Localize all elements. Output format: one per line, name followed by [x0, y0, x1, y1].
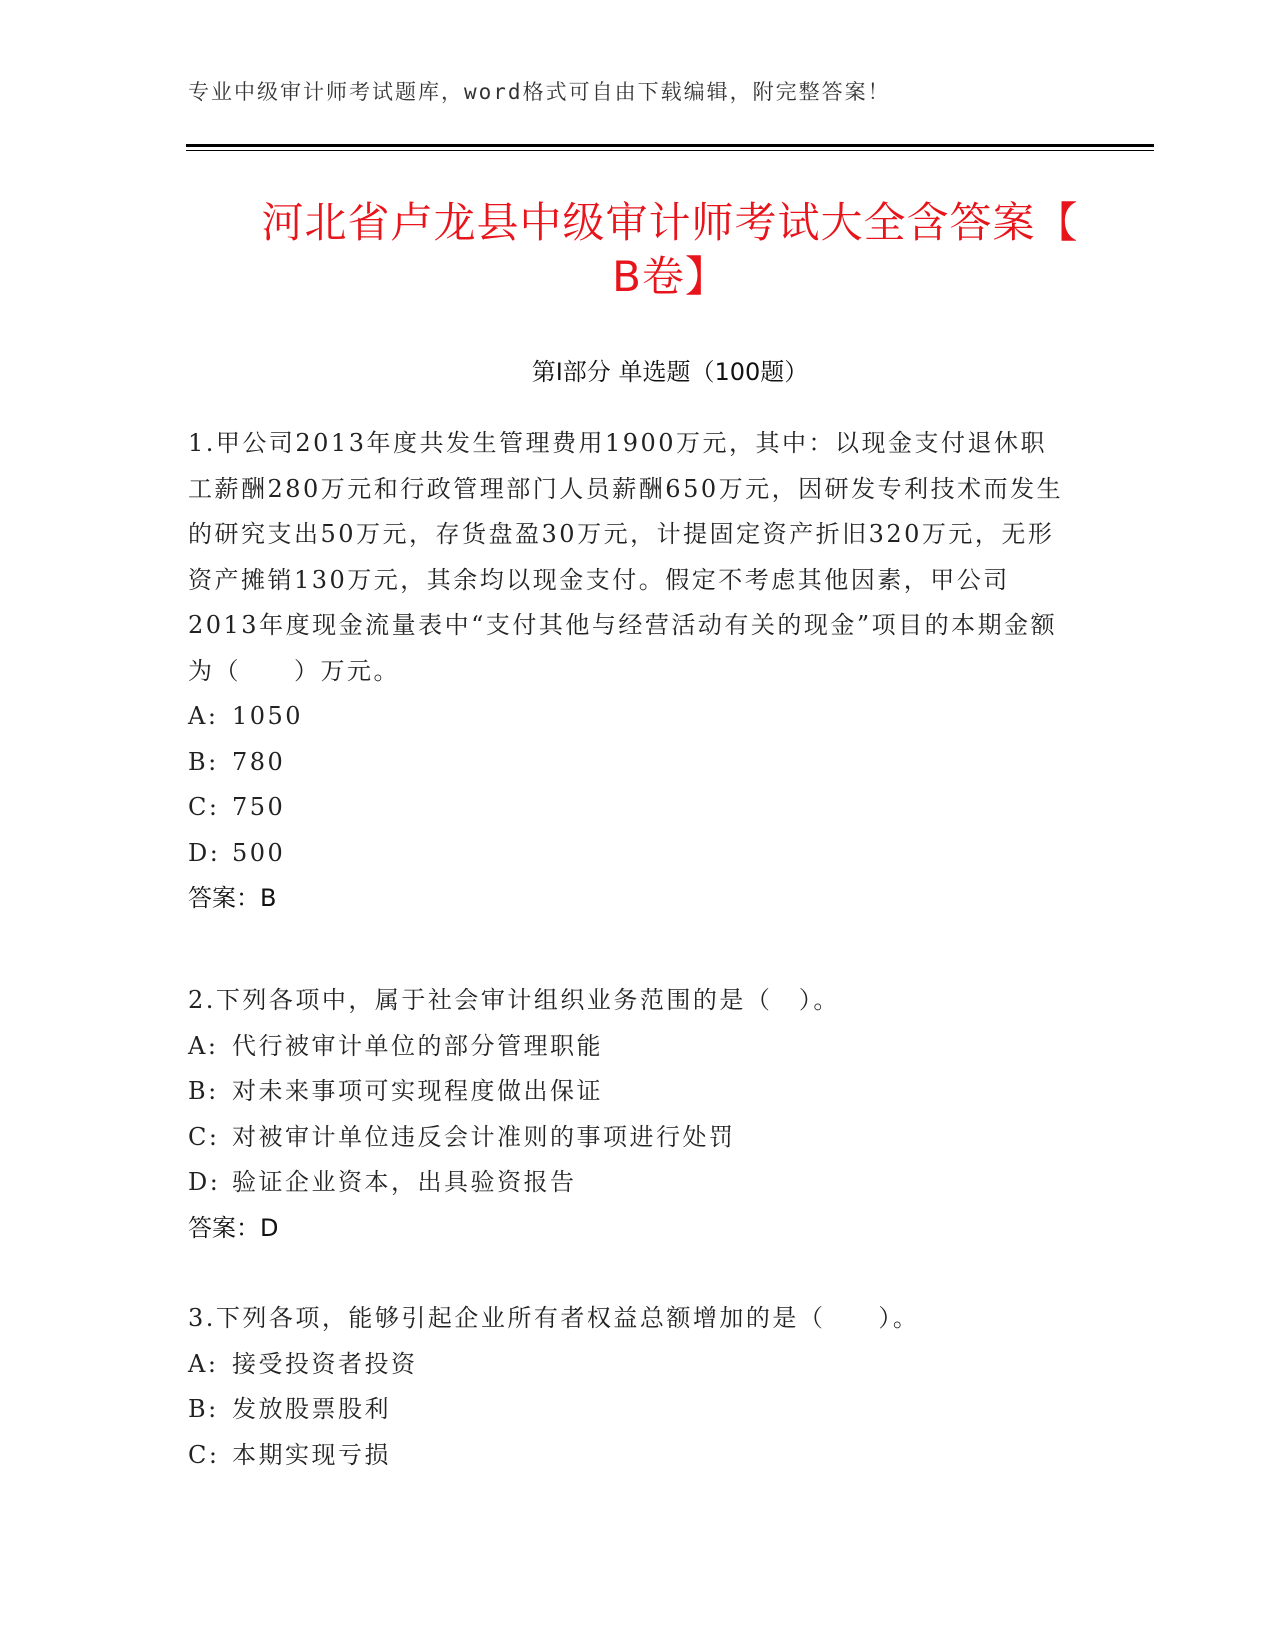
answer: 答案：B [188, 884, 277, 912]
option-a [188, 694, 1068, 740]
option-text: 对未来事项可实现程度做出保证 [232, 1077, 603, 1105]
document-title [186, 196, 1154, 304]
question-stem: 1.甲公司2013年度共发生管理费用1900万元，其中：以现金支付退休职工薪酬280万元和行政管理部门人员薪酬650万元，因研发专利技术而发生的研究支出50万元，存货盘盈30万元，计提固定资产折旧320万元，无形资产摊销130万元，其余均以现金支付。假定不考虑其他因素，甲公司2013年度现金流量表中“支付其他与经营活动有关的现金”项目的本期金额为（ ）万元。 [188, 429, 1064, 685]
option-key: A: [188, 1031, 219, 1060]
option-b [188, 740, 1068, 786]
option-text: 发放股票股利 [232, 1395, 391, 1423]
answer: 答案：D [188, 1213, 279, 1242]
option-text: 500 [232, 838, 286, 867]
option-key: A: [188, 1349, 219, 1378]
option-a [188, 1024, 1068, 1070]
option-text: 780 [232, 747, 286, 776]
header-rule-thin [186, 150, 1154, 151]
option-key: D: [188, 1168, 221, 1196]
option-c [188, 785, 1068, 831]
question-1 [188, 421, 1068, 922]
option-b [188, 1387, 1068, 1433]
option-key: B: [188, 1395, 219, 1423]
option-a [188, 1342, 1068, 1388]
option-key: C: [188, 1440, 220, 1469]
question-stem: 2.下列各项中，属于社会审计组织业务范围的是（ ）。 [188, 986, 840, 1014]
option-text: 750 [232, 793, 286, 821]
question-2 [188, 978, 1068, 1251]
option-d [188, 1160, 1068, 1206]
section-title: 第Ⅰ部分 单选题（100题） [531, 358, 809, 386]
option-d [188, 831, 1068, 877]
option-key: D: [188, 838, 221, 867]
option-text: 接受投资者投资 [232, 1349, 418, 1378]
option-text: 1050 [232, 702, 304, 730]
option-text: 代行被审计单位的部分管理职能 [232, 1031, 603, 1060]
header-rule-thick [186, 144, 1154, 147]
option-text: 验证企业资本，出具验资报告 [232, 1168, 577, 1196]
page-header: 专业中级审计师考试题库，word格式可自由下载编辑，附完整答案！ [188, 80, 891, 104]
question-3 [188, 1296, 1068, 1478]
document-title-line1: 河北省卢龙县中级审计师考试大全含答案【 [261, 198, 1079, 247]
option-key: A: [188, 702, 219, 730]
option-c [188, 1115, 1068, 1161]
option-key: B: [188, 747, 219, 776]
option-text: 本期实现亏损 [232, 1440, 391, 1469]
option-key: C: [188, 1122, 220, 1151]
option-key: C: [188, 793, 220, 821]
document-title-line2: B卷】 [612, 252, 728, 301]
option-key: B: [188, 1077, 219, 1105]
question-stem: 3.下列各项，能够引起企业所有者权益总额增加的是（ ）。 [188, 1304, 920, 1332]
option-text: 对被审计单位违反会计准则的事项进行处罚 [232, 1122, 736, 1151]
option-c [188, 1433, 1068, 1479]
option-b [188, 1069, 1068, 1115]
